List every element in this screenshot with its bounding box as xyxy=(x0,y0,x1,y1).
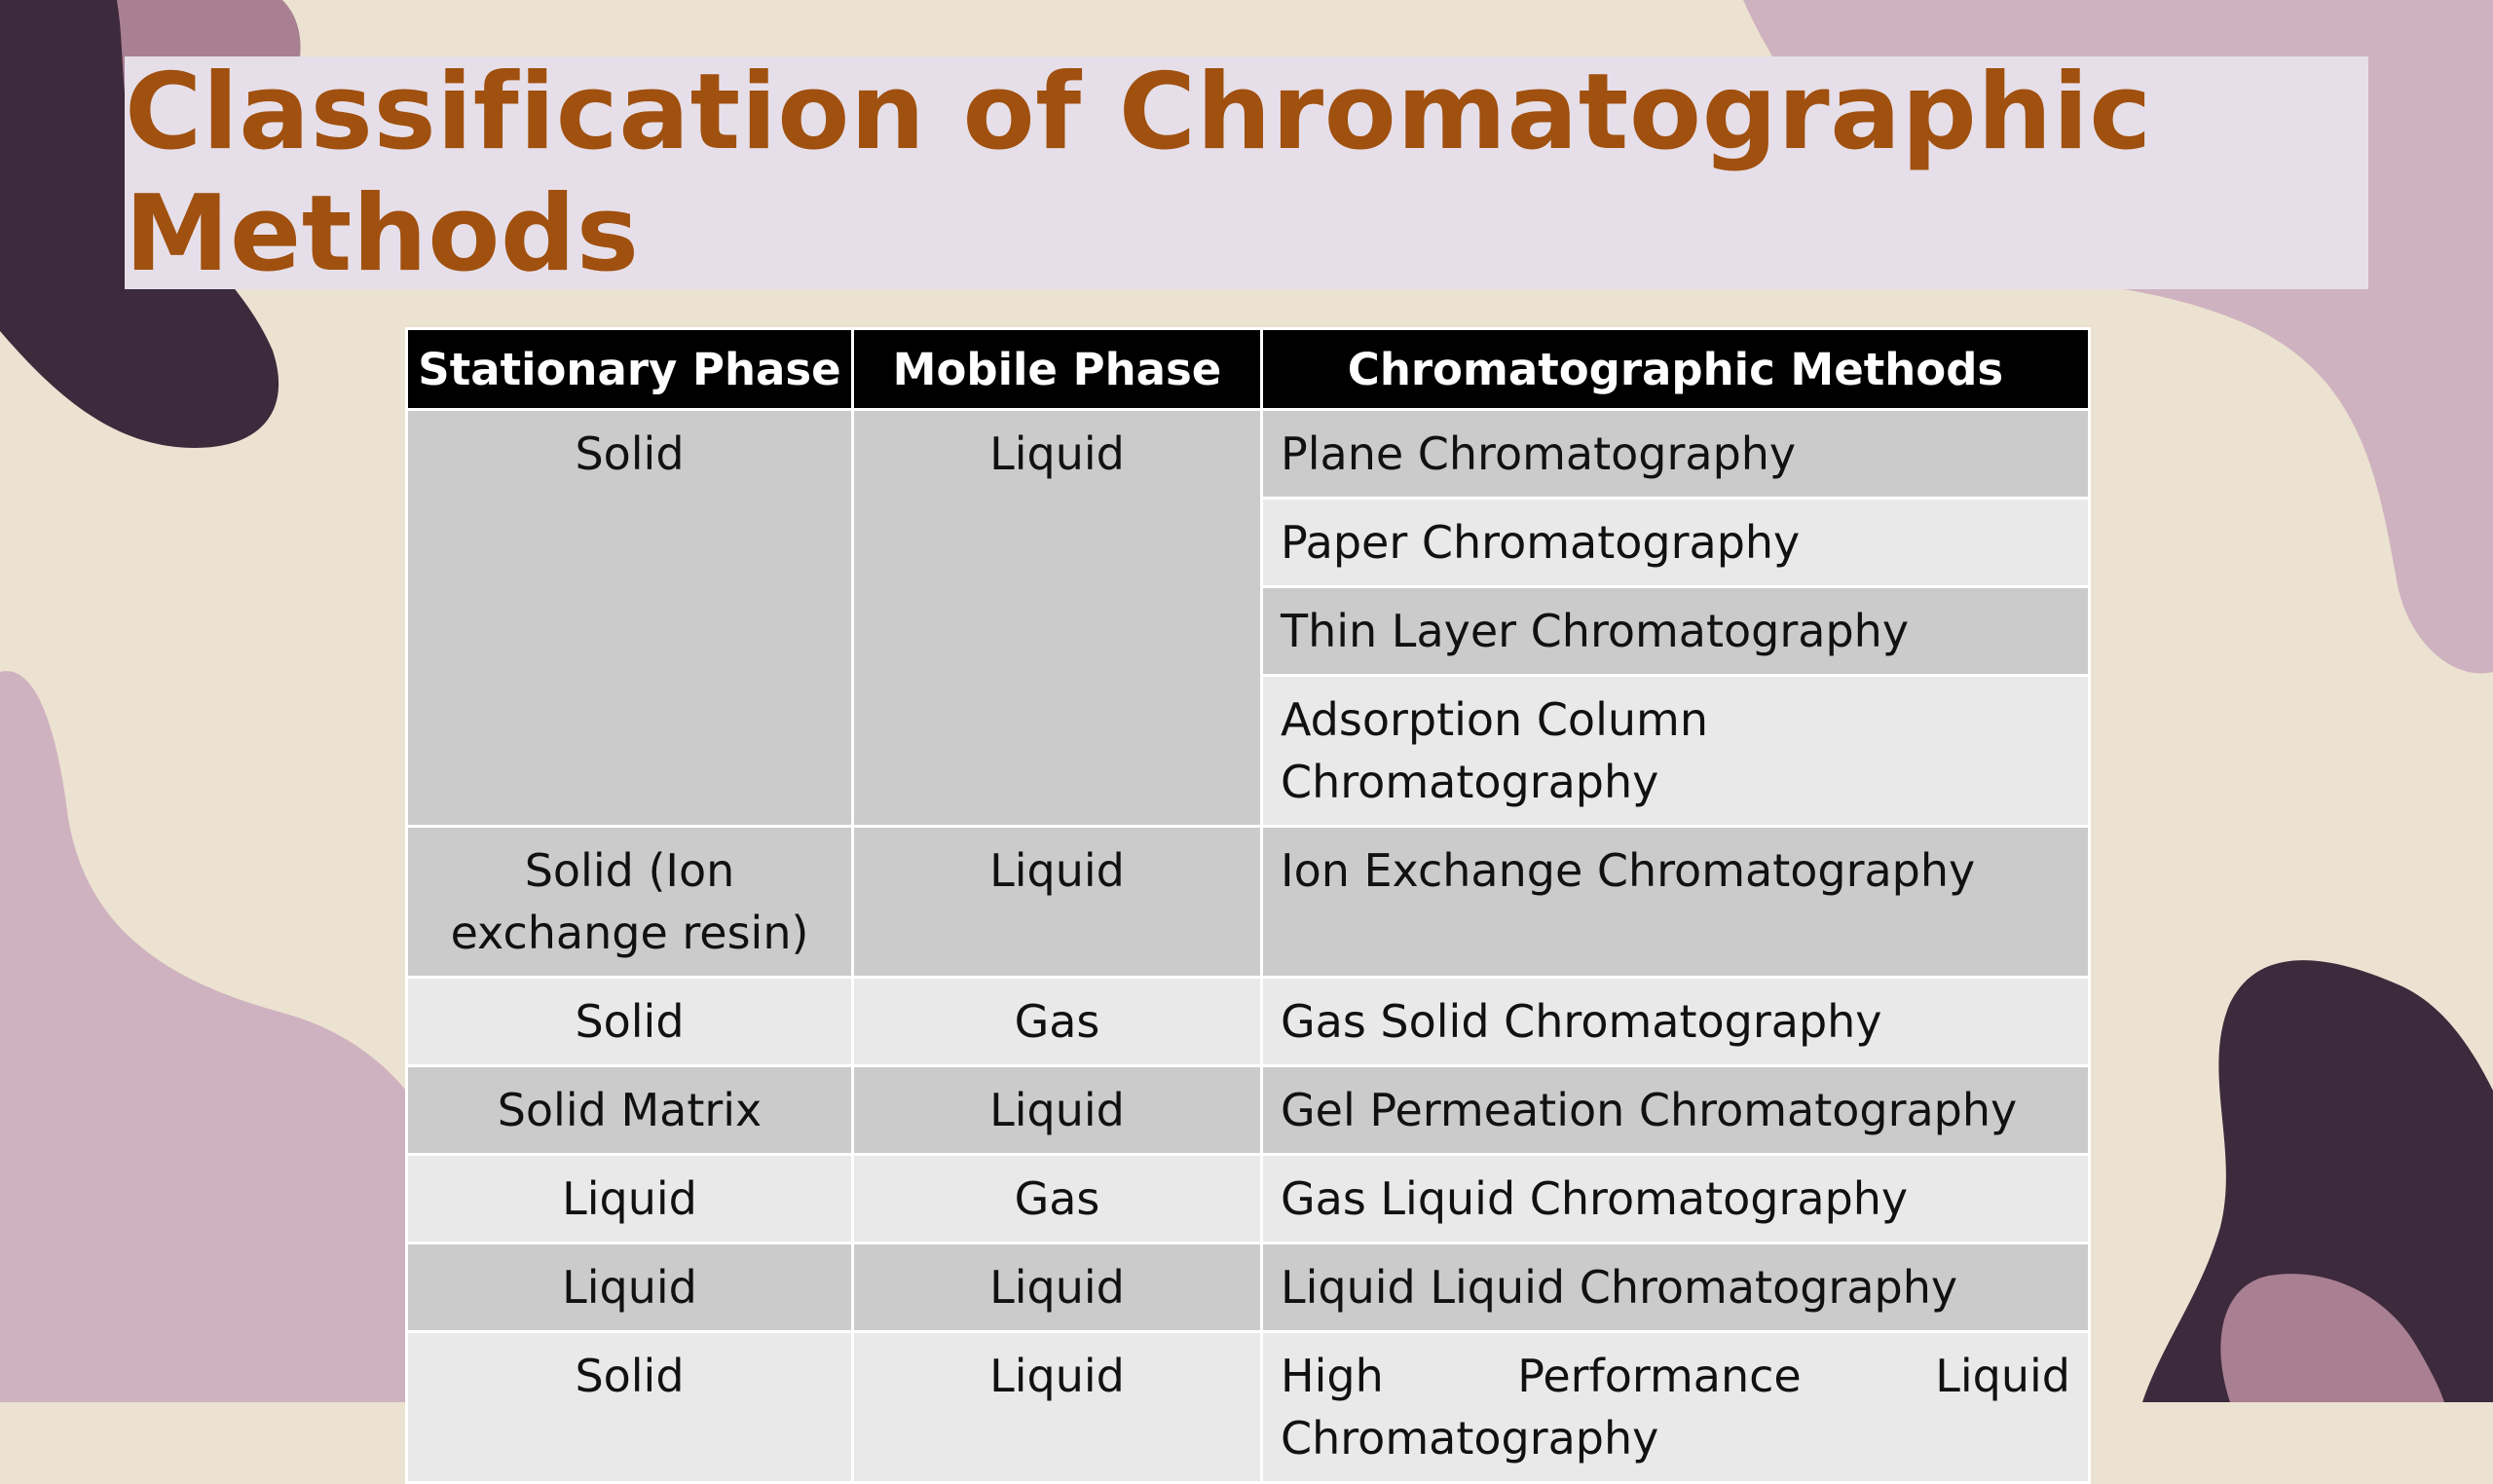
cell-method: Ion Exchange Chromatography xyxy=(1262,827,2090,978)
cell-mobile: Liquid xyxy=(853,1066,1262,1155)
cell-mobile: Liquid xyxy=(853,1332,1262,1483)
table-row xyxy=(407,827,2090,978)
cell-method: Gas Solid Chromatography xyxy=(1262,978,2090,1066)
table-row xyxy=(407,410,2090,499)
cell-method: Adsorption Column Chromatography xyxy=(1262,676,2090,827)
table-row xyxy=(407,1155,2090,1243)
cell-mobile: Liquid xyxy=(853,827,1262,978)
cell-mobile: Gas xyxy=(853,1155,1262,1243)
title-band xyxy=(125,51,2368,295)
cell-method: Gas Liquid Chromatography xyxy=(1262,1155,2090,1243)
table-row xyxy=(407,1243,2090,1332)
table-header-row xyxy=(407,329,2090,410)
cell-stationary: Solid xyxy=(407,410,853,827)
table-row xyxy=(407,978,2090,1066)
chromatography-table xyxy=(405,327,2091,1484)
cell-mobile: Liquid xyxy=(853,1243,1262,1332)
header-chromatographic-methods: Chromatographic Methods xyxy=(1262,329,2090,410)
table-row xyxy=(407,1066,2090,1155)
cell-stationary: Liquid xyxy=(407,1155,853,1243)
table-row xyxy=(407,1332,2090,1483)
cell-method: Liquid Liquid Chromatography xyxy=(1262,1243,2090,1332)
cell-stationary: Liquid xyxy=(407,1243,853,1332)
cell-method: High Performance Liquid Chromatography xyxy=(1262,1332,2090,1483)
header-stationary-phase: Stationary Phase xyxy=(407,329,853,410)
cell-mobile: Gas xyxy=(853,978,1262,1066)
cell-mobile: Liquid xyxy=(853,410,1262,827)
cell-stationary: Solid xyxy=(407,978,853,1066)
cell-stationary: Solid xyxy=(407,1332,853,1483)
cell-method: Plane Chromatography xyxy=(1262,410,2090,499)
header-mobile-phase: Mobile Phase xyxy=(853,329,1262,410)
cell-method: Thin Layer Chromatography xyxy=(1262,587,2090,676)
cell-stationary: Solid Matrix xyxy=(407,1066,853,1155)
cell-stationary: Solid (Ion exchange resin) xyxy=(407,827,853,978)
slide-title: Classification of Chromatographic Methods xyxy=(125,51,2152,295)
cell-method: Gel Permeation Chromatography xyxy=(1262,1066,2090,1155)
cell-method: Paper Chromatography xyxy=(1262,499,2090,587)
